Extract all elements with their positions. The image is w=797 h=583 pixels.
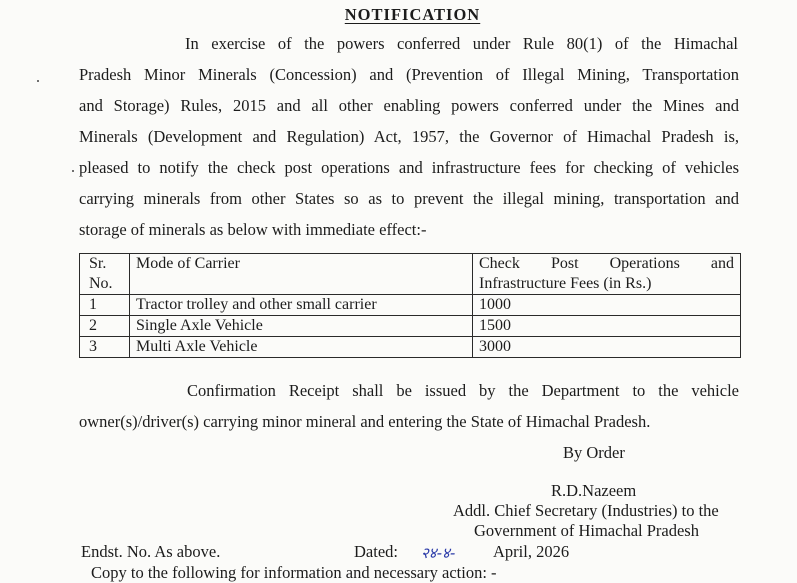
body-line-7: storage of minerals as below with immediate effect:-: [79, 220, 427, 239]
copy-to-line: Copy to the following for information and necessary action: -: [91, 563, 497, 582]
notification-heading: NOTIFICATION: [344, 5, 481, 24]
dated-label: Dated:: [354, 542, 398, 561]
body-line-6: carrying minerals from other States so as to prevent the illegal mining, transportation and: [79, 189, 739, 208]
fee-table: [79, 253, 741, 358]
body-line-2: Pradesh Minor Minerals (Concession) and (Prevention of Illegal Mining, Transportation: [79, 65, 739, 84]
endorsement-number: Endst. No. As above.: [81, 542, 221, 561]
row-fee: 3000: [473, 337, 741, 358]
table-row: [80, 295, 741, 316]
header-fees: Check Post Operations and Infrastructure Fees (in Rs.): [473, 254, 741, 295]
row-sr: 2: [80, 316, 130, 337]
signatory-government: Government of Himachal Pradesh: [474, 521, 699, 540]
row-sr: 3: [80, 337, 130, 358]
header-sr-no: Sr. No.: [80, 254, 130, 295]
row-fee: 1000: [473, 295, 741, 316]
handwritten-date: २४-४-: [421, 544, 456, 562]
signatory-designation: Addl. Chief Secretary (Industries) to the: [453, 501, 719, 520]
table-row: [80, 337, 741, 358]
scan-speck: [72, 170, 74, 172]
row-mode: Multi Axle Vehicle: [130, 337, 473, 358]
header-mode: Mode of Carrier: [130, 254, 473, 295]
date-month-year: April, 2026: [493, 542, 570, 561]
table-header-row: [80, 254, 741, 295]
body-line-1: In exercise of the powers conferred under Rule 80(1) of the Himachal: [185, 34, 738, 53]
by-order: By Order: [563, 443, 625, 462]
signatory-name: R.D.Nazeem: [551, 481, 637, 500]
body-line-3: and Storage) Rules, 2015 and all other enabling powers conferred under the Mines and: [79, 96, 739, 115]
confirmation-line-1: Confirmation Receipt shall be issued by the Department to the vehicle: [187, 381, 739, 400]
row-fee: 1500: [473, 316, 741, 337]
table-row: [80, 316, 741, 337]
scan-speck: [37, 80, 39, 82]
body-line-5: pleased to notify the check post operations and infrastructure fees for checking of vehicles: [79, 158, 739, 177]
body-line-4: Minerals (Development and Regulation) Act, 1957, the Governor of Himachal Pradesh is,: [79, 127, 739, 146]
row-mode: Tractor trolley and other small carrier: [130, 295, 473, 316]
row-mode: Single Axle Vehicle: [130, 316, 473, 337]
confirmation-line-2: owner(s)/driver(s) carrying minor mineral and entering the State of Himachal Pradesh.: [79, 412, 651, 431]
row-sr: 1: [80, 295, 130, 316]
